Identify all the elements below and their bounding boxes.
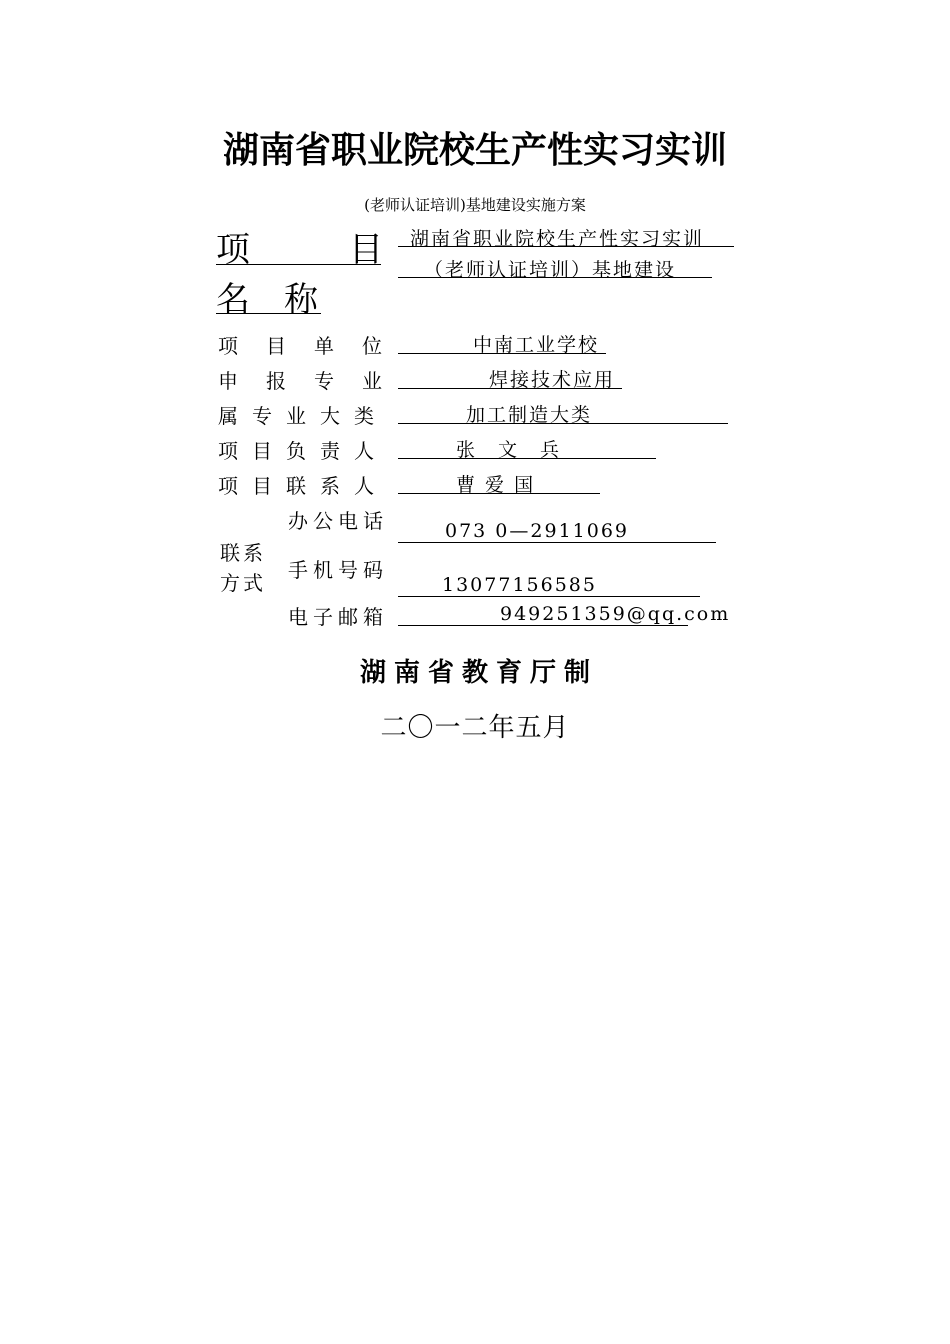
project-name-label-char1: 项 <box>216 230 250 270</box>
project-name-value-line2: （老师认证培训）基地建设 <box>424 259 677 281</box>
field-label-unit: 项目单位 <box>218 334 410 358</box>
field-value-unit: 中南工业学校 <box>473 334 600 356</box>
project-name-label-char2: 目 <box>349 230 383 270</box>
project-name-underline2 <box>398 277 712 278</box>
office-phone-value: 073 0—2911069 <box>445 520 630 542</box>
field-underline-major <box>398 388 622 389</box>
field-value-category: 加工制造大类 <box>466 404 593 426</box>
mobile-underline <box>398 596 700 597</box>
project-name-value-line1: 湖南省职业院校生产性实习实训 <box>410 228 705 250</box>
field-underline-contact-person <box>398 493 600 494</box>
field-underline-unit <box>398 353 606 354</box>
issuer: 湖南省教育厅制 <box>359 658 598 688</box>
project-name-label-char4: 称 <box>284 280 318 320</box>
field-underline-category <box>398 423 728 424</box>
project-name-underline1 <box>398 246 734 247</box>
field-value-major: 焊接技术应用 <box>489 369 616 391</box>
contact-label-line1: 联系 <box>220 541 266 565</box>
project-name-label-underline1 <box>216 264 381 265</box>
contact-label <box>220 538 266 598</box>
project-name-label-char3: 名 <box>216 280 250 320</box>
office-phone-underline <box>398 542 716 543</box>
mobile-label: 手机号码 <box>288 558 388 582</box>
mobile-value: 13077156585 <box>442 574 597 596</box>
field-underline-leader <box>398 458 656 459</box>
field-label-contact-person: 项目联系人 <box>218 474 388 498</box>
field-value-contact-person: 曹 爱 国 <box>456 474 536 496</box>
field-value-leader: 张 文 兵 <box>456 439 562 461</box>
document-title: 湖南省职业院校生产性实习实训 <box>222 129 727 171</box>
email-value: 949251359@qq.com <box>500 603 731 625</box>
project-name-label-underline2 <box>216 313 321 314</box>
field-label-category: 属专业大类 <box>218 404 388 428</box>
office-phone-label: 办公电话 <box>288 509 388 533</box>
email-underline <box>398 625 688 626</box>
field-label-leader: 项目负责人 <box>218 439 388 463</box>
email-label: 电子邮箱 <box>288 605 388 629</box>
issue-date: 二〇一二年五月 <box>380 713 570 743</box>
document-subtitle: (老师认证培训)基地建设实施方案 <box>364 196 586 214</box>
field-label-major: 申报专业 <box>218 369 410 393</box>
contact-label-line2: 方式 <box>220 571 266 595</box>
